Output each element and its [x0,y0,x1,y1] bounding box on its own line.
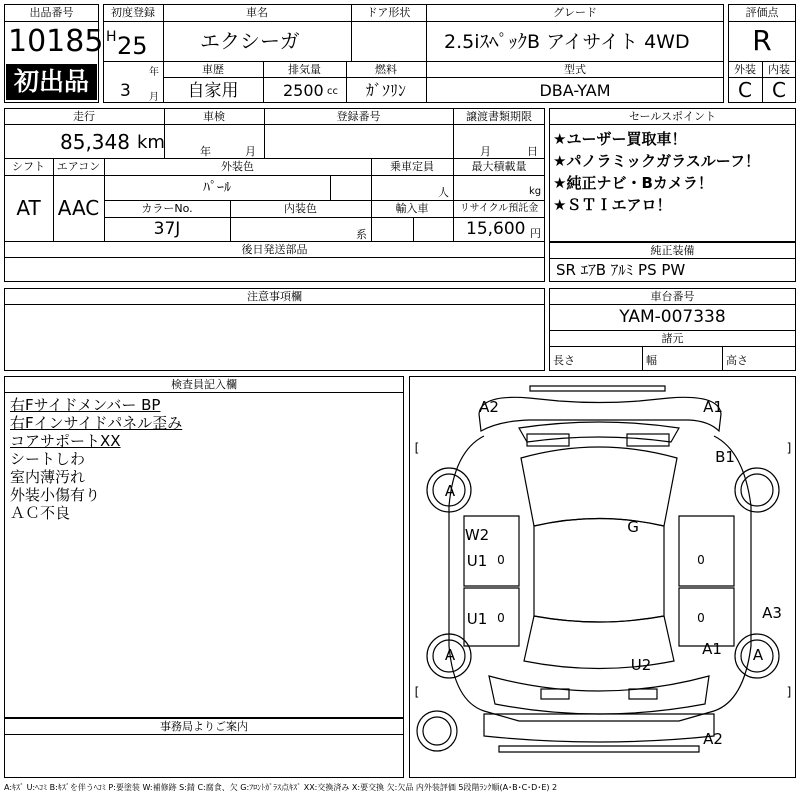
mark-g: G [627,518,639,536]
hood-inner [519,422,679,442]
interior-label: 内装 [768,63,790,76]
mark-a1-front: A1 [703,398,723,416]
mark-a1-rear: A1 [702,640,722,658]
inspector-note: 右Fインサイドパネル歪み [10,414,183,432]
load-label: 最大積載量 [471,160,527,173]
transfer-month-unit: 月 [480,145,491,158]
bracket-right: ] [786,441,792,455]
mark-a3: A3 [762,604,782,622]
trunk [489,676,709,714]
history-label: 車歴 [202,63,224,76]
length-label: 長さ [553,354,575,367]
mark-u1-lower: U1 [466,610,488,628]
inspector-note: 右Fサイドメンバー BP [10,396,161,414]
rear-window [524,616,674,669]
zero-mark: 0 [497,553,505,567]
type-label: 型式 [564,63,586,76]
air-conditioner: AAC [57,196,100,220]
first-reg-label: 初度登録 [111,6,155,19]
interior-grade: C [772,78,786,102]
mark-a-left-front: A [444,482,456,500]
displacement-unit: cc [327,86,338,97]
score-label: 評価点 [745,6,779,19]
chassis-number: YAM-007338 [619,307,726,327]
inspection-year-unit: 年 [200,145,211,158]
interior-color-unit: 系 [356,228,367,241]
transfer-label: 譲渡書類期限 [466,110,532,123]
lot-label: 出品番号 [29,6,74,19]
windshield [521,447,677,526]
wheel-right-front-inner [741,474,773,506]
exterior-color: ﾊﾟｰﾙ [203,180,231,196]
spec-title: 諸元 [661,332,684,345]
inspector-note: シートしわ [10,450,86,468]
front-bumper [530,386,665,391]
inspector-note: 室内薄汚れ [10,468,86,486]
zero-mark: 0 [697,553,705,567]
bracket-left: [ [414,685,420,699]
reg-month: 3 [120,81,131,101]
color-label: 外装色 [221,160,254,173]
spare-wheel-inner [423,717,451,745]
lot-number: 10185 [8,24,104,59]
right-front-door [679,516,734,586]
first-listing-badge: 初出品 [6,64,97,100]
office-title: 事務局よりご案内 [160,720,248,733]
history: 自家用 [187,81,239,101]
inspector-note: コアサポートXX [10,432,121,450]
model-label: 車名 [246,6,268,19]
mark-u1-upper: U1 [466,552,488,570]
recycle-fee: 15,600 [466,219,526,239]
model-type: DBA-YAM [539,81,611,100]
interior-color-label: 内装色 [284,202,317,215]
year-unit: 年 [149,67,159,78]
mileage-unit: km [137,132,165,153]
later-parts-label: 後日発送部品 [241,243,308,256]
mileage: 85,348 [60,130,130,154]
grade-label: グレード [553,6,597,19]
recycle-label: リサイクル預託金 [459,203,539,214]
displacement-label: 排気量 [288,63,321,76]
inspector-title: 検査員記入欄 [171,378,237,391]
body-outline [449,436,751,721]
capacity-unit: 人 [438,186,449,199]
mark-a2-rear: A2 [703,730,723,748]
equipment-title: 純正装備 [650,244,695,257]
chassis-title: 車台番号 [650,290,695,303]
hood [479,397,721,431]
mileage-label: 走行 [73,110,95,123]
exterior-label: 外装 [734,63,756,76]
height-label: 高さ [726,354,748,367]
exterior-grade: C [738,78,752,102]
rear-lamp-left [541,689,569,699]
fuel-label: 燃料 [375,63,397,76]
front-grille-right [627,434,669,446]
width-label: 幅 [646,354,657,367]
regno-label: 登録番号 [336,110,381,123]
sales-point: ★ＳＴＩエアロ！ [553,196,672,214]
door-label: ドア形状 [366,6,411,19]
transfer-day-unit: 日 [527,145,538,158]
import-label: 輸入車 [395,202,429,215]
zero-mark: 0 [497,611,505,625]
capacity-label: 乗車定員 [390,160,434,173]
bracket-right: ] [786,685,792,699]
era: H [106,29,117,45]
roof [534,519,664,623]
model-name: エクシーガ [200,29,300,53]
damage-legend: A:ｷｽﾞ U:ﾍｺﾐ B:ｷｽﾞを伴うﾍｺﾐ P:要塗装 W:補修跡 S:錆 C:腐食、欠 G:ﾌﾛﾝﾄｶﾞﾗｽ点ｷｽﾞ XX:交換済み X:要交換 欠:欠品 内外装評価 5段階ﾗﾝｸ順(A･B･C･D･E) 2 [4,783,558,792]
right-rear-door [679,588,734,646]
load-unit: kg [529,186,542,197]
mark-a-right-rear: A [752,646,764,664]
fuel: ｶﾞｿﾘﾝ [365,81,406,100]
car-diagram-drawing [409,376,796,778]
inspection-month-unit: 月 [245,145,256,158]
shift-label: シフト [12,160,45,173]
inspection-label: 車検 [203,110,225,123]
sales-point: ★純正ナビ・Bカメラ！ [553,174,713,192]
mark-a-left-rear: A [444,646,456,664]
mark-a2-front: A2 [479,398,499,416]
equipment-list: SR ｴｱB ｱﾙﾐ PS PW [556,261,686,279]
bracket-left: [ [414,441,420,455]
notes-title: 注意事項欄 [247,290,302,303]
score: R [752,24,772,57]
rear-bumper [484,714,714,742]
reg-year: 25 [117,32,148,60]
rear-lamp-right [629,689,657,699]
shift: AT [16,196,41,220]
displacement: 2500 [283,81,324,100]
mark-w2: W2 [464,526,490,544]
month-unit: 月 [149,92,159,103]
inspector-note: ＡＣ不良 [10,504,71,522]
grade: 2.5iｽﾍﾟｯｸB アイサイト 4WD [444,31,690,53]
sales-point: ★パノラミックガラスルーフ！ [553,152,760,170]
mark-b1: B1 [715,448,735,466]
inspector-note: 外装小傷有り [10,486,101,504]
recycle-unit: 円 [530,227,541,240]
sales-point: ★ユーザー買取車！ [553,130,687,148]
rear-bumper-lower [499,746,699,752]
ac-label: エアコン [56,160,101,173]
color-no-label: カラーNo. [141,202,193,215]
zero-mark: 0 [697,611,705,625]
color-number: 37J [153,219,181,239]
sales-points-title: セールスポイント [628,110,716,123]
mark-u2: U2 [630,656,652,674]
